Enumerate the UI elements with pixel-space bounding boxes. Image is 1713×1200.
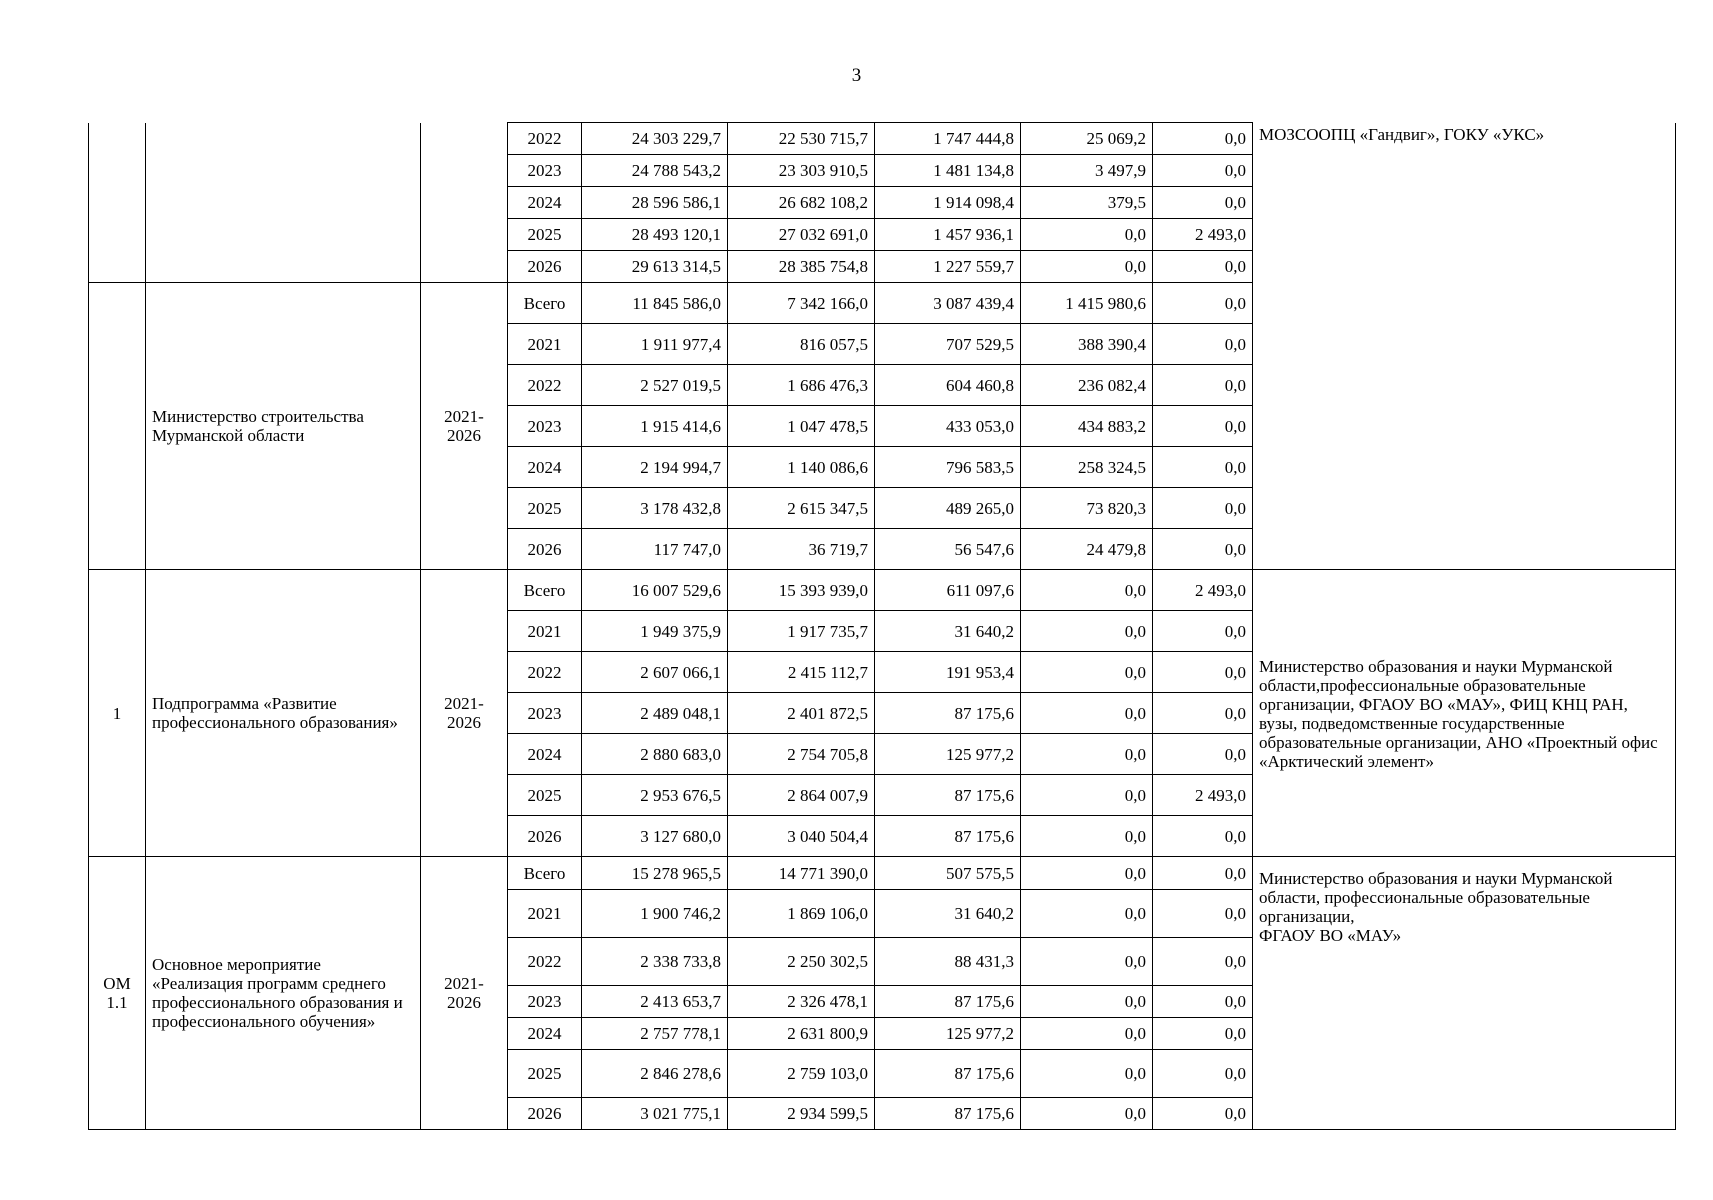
federal-budget-cell: 125 977,2 xyxy=(875,1018,1021,1050)
extrabudget-cell: 0,0 xyxy=(1153,611,1253,652)
regional-budget-cell: 2 759 103,0 xyxy=(728,1050,875,1098)
row-period-cell xyxy=(421,123,508,283)
regional-budget-cell: 7 342 166,0 xyxy=(728,283,875,324)
local-budget-cell: 25 069,2 xyxy=(1021,123,1153,155)
row-period-cell: 2021- 2026 xyxy=(421,283,508,570)
regional-budget-cell: 2 326 478,1 xyxy=(728,986,875,1018)
total-cell: 1 911 977,4 xyxy=(582,324,728,365)
total-cell: 24 303 229,7 xyxy=(582,123,728,155)
regional-budget-cell: 26 682 108,2 xyxy=(728,187,875,219)
local-budget-cell: 0,0 xyxy=(1021,816,1153,857)
executors-cell: Министерство образования и науки Мурманской области, профессиональные образовательные организации, ФГАОУ ВО «МАУ» xyxy=(1253,857,1676,1130)
extrabudget-cell: 0,0 xyxy=(1153,1098,1253,1130)
local-budget-cell: 0,0 xyxy=(1021,1050,1153,1098)
row-name-cell: Основное мероприятие «Реализация программ среднего профессионального образования и профессионального обучения» xyxy=(146,857,421,1130)
year-cell: 2023 xyxy=(508,406,582,447)
regional-budget-cell: 2 615 347,5 xyxy=(728,488,875,529)
federal-budget-cell: 3 087 439,4 xyxy=(875,283,1021,324)
year-cell: 2022 xyxy=(508,938,582,986)
total-cell: 3 178 432,8 xyxy=(582,488,728,529)
regional-budget-cell: 28 385 754,8 xyxy=(728,251,875,283)
federal-budget-cell: 604 460,8 xyxy=(875,365,1021,406)
row-code-cell xyxy=(89,283,146,570)
total-cell: 1 915 414,6 xyxy=(582,406,728,447)
year-cell: 2025 xyxy=(508,775,582,816)
year-cell: 2025 xyxy=(508,488,582,529)
regional-budget-cell: 22 530 715,7 xyxy=(728,123,875,155)
extrabudget-cell: 0,0 xyxy=(1153,652,1253,693)
total-cell: 24 788 543,2 xyxy=(582,155,728,187)
federal-budget-cell: 796 583,5 xyxy=(875,447,1021,488)
local-budget-cell: 0,0 xyxy=(1021,890,1153,938)
total-cell: 28 493 120,1 xyxy=(582,219,728,251)
local-budget-cell: 0,0 xyxy=(1021,938,1153,986)
row-code-cell: ОМ 1.1 xyxy=(89,857,146,1130)
local-budget-cell: 0,0 xyxy=(1021,652,1153,693)
federal-budget-cell: 707 529,5 xyxy=(875,324,1021,365)
local-budget-cell: 3 497,9 xyxy=(1021,155,1153,187)
total-cell: 2 413 653,7 xyxy=(582,986,728,1018)
year-cell: 2024 xyxy=(508,1018,582,1050)
local-budget-cell: 0,0 xyxy=(1021,986,1153,1018)
local-budget-cell: 388 390,4 xyxy=(1021,324,1153,365)
row-name-cell: Министерство строительства Мурманской области xyxy=(146,283,421,570)
regional-budget-cell: 2 401 872,5 xyxy=(728,693,875,734)
local-budget-cell: 0,0 xyxy=(1021,734,1153,775)
local-budget-cell: 379,5 xyxy=(1021,187,1153,219)
year-cell: 2026 xyxy=(508,529,582,570)
regional-budget-cell: 1 869 106,0 xyxy=(728,890,875,938)
total-cell: 11 845 586,0 xyxy=(582,283,728,324)
local-budget-cell: 24 479,8 xyxy=(1021,529,1153,570)
table-row xyxy=(89,123,1676,155)
extrabudget-cell: 0,0 xyxy=(1153,938,1253,986)
local-budget-cell: 0,0 xyxy=(1021,570,1153,611)
total-cell: 2 527 019,5 xyxy=(582,365,728,406)
year-cell: 2023 xyxy=(508,155,582,187)
local-budget-cell: 0,0 xyxy=(1021,1018,1153,1050)
executors-cell: МОЗСООПЦ «Гандвиг», ГОКУ «УКС» xyxy=(1253,123,1676,570)
row-period-cell: 2021- 2026 xyxy=(421,570,508,857)
local-budget-cell: 0,0 xyxy=(1021,1098,1153,1130)
regional-budget-cell: 23 303 910,5 xyxy=(728,155,875,187)
table-row xyxy=(89,570,1676,611)
regional-budget-cell: 816 057,5 xyxy=(728,324,875,365)
extrabudget-cell: 2 493,0 xyxy=(1153,219,1253,251)
executors-cell: Министерство образования и науки Мурманской области,профессиональные образовательные организации, ФГАОУ ВО «МАУ», ФИЦ КНЦ РАН, вузы, подведомственные государственные образовательные организации, АНО «Проектный офис «Арктический элемент» xyxy=(1253,570,1676,857)
regional-budget-cell: 1 047 478,5 xyxy=(728,406,875,447)
extrabudget-cell: 0,0 xyxy=(1153,890,1253,938)
federal-budget-cell: 611 097,6 xyxy=(875,570,1021,611)
local-budget-cell: 0,0 xyxy=(1021,857,1153,890)
row-period-cell: 2021- 2026 xyxy=(421,857,508,1130)
regional-budget-cell: 36 719,7 xyxy=(728,529,875,570)
year-cell: 2026 xyxy=(508,251,582,283)
total-cell: 1 949 375,9 xyxy=(582,611,728,652)
total-cell: 2 880 683,0 xyxy=(582,734,728,775)
total-cell: 2 953 676,5 xyxy=(582,775,728,816)
extrabudget-cell: 0,0 xyxy=(1153,251,1253,283)
total-cell: 2 489 048,1 xyxy=(582,693,728,734)
extrabudget-cell: 0,0 xyxy=(1153,406,1253,447)
federal-budget-cell: 87 175,6 xyxy=(875,775,1021,816)
local-budget-cell: 0,0 xyxy=(1021,693,1153,734)
local-budget-cell: 0,0 xyxy=(1021,611,1153,652)
extrabudget-cell: 0,0 xyxy=(1153,529,1253,570)
year-cell: 2025 xyxy=(508,219,582,251)
year-cell: 2026 xyxy=(508,1098,582,1130)
regional-budget-cell: 2 250 302,5 xyxy=(728,938,875,986)
local-budget-cell: 258 324,5 xyxy=(1021,447,1153,488)
local-budget-cell: 0,0 xyxy=(1021,775,1153,816)
regional-budget-cell: 2 864 007,9 xyxy=(728,775,875,816)
extrabudget-cell: 0,0 xyxy=(1153,324,1253,365)
extrabudget-cell: 0,0 xyxy=(1153,693,1253,734)
total-cell: 15 278 965,5 xyxy=(582,857,728,890)
federal-budget-cell: 87 175,6 xyxy=(875,693,1021,734)
federal-budget-cell: 87 175,6 xyxy=(875,1098,1021,1130)
year-cell: 2021 xyxy=(508,611,582,652)
total-cell: 2 194 994,7 xyxy=(582,447,728,488)
total-cell: 3 127 680,0 xyxy=(582,816,728,857)
year-cell: 2021 xyxy=(508,890,582,938)
federal-budget-cell: 31 640,2 xyxy=(875,890,1021,938)
extrabudget-cell: 0,0 xyxy=(1153,447,1253,488)
extrabudget-cell: 0,0 xyxy=(1153,365,1253,406)
year-cell: Всего xyxy=(508,283,582,324)
local-budget-cell: 0,0 xyxy=(1021,251,1153,283)
row-code-cell: 1 xyxy=(89,570,146,857)
page-number: 3 xyxy=(851,65,862,86)
year-cell: 2022 xyxy=(508,652,582,693)
federal-budget-cell: 87 175,6 xyxy=(875,816,1021,857)
total-cell: 2 757 778,1 xyxy=(582,1018,728,1050)
year-cell: 2023 xyxy=(508,986,582,1018)
federal-budget-cell: 31 640,2 xyxy=(875,611,1021,652)
total-cell: 2 338 733,8 xyxy=(582,938,728,986)
year-cell: 2025 xyxy=(508,1050,582,1098)
federal-budget-cell: 1 481 134,8 xyxy=(875,155,1021,187)
total-cell: 28 596 586,1 xyxy=(582,187,728,219)
year-cell: 2023 xyxy=(508,693,582,734)
total-cell: 1 900 746,2 xyxy=(582,890,728,938)
federal-budget-cell: 125 977,2 xyxy=(875,734,1021,775)
extrabudget-cell: 0,0 xyxy=(1153,123,1253,155)
row-name-cell: Подпрограмма «Развитие профессионального образования» xyxy=(146,570,421,857)
regional-budget-cell: 2 934 599,5 xyxy=(728,1098,875,1130)
extrabudget-cell: 0,0 xyxy=(1153,816,1253,857)
regional-budget-cell: 27 032 691,0 xyxy=(728,219,875,251)
total-cell: 16 007 529,6 xyxy=(582,570,728,611)
year-cell: 2024 xyxy=(508,734,582,775)
federal-budget-cell: 87 175,6 xyxy=(875,1050,1021,1098)
extrabudget-cell: 0,0 xyxy=(1153,857,1253,890)
regional-budget-cell: 14 771 390,0 xyxy=(728,857,875,890)
regional-budget-cell: 2 415 112,7 xyxy=(728,652,875,693)
federal-budget-cell: 87 175,6 xyxy=(875,986,1021,1018)
federal-budget-cell: 1 227 559,7 xyxy=(875,251,1021,283)
federal-budget-cell: 1 747 444,8 xyxy=(875,123,1021,155)
federal-budget-cell: 1 457 936,1 xyxy=(875,219,1021,251)
year-cell: 2026 xyxy=(508,816,582,857)
extrabudget-cell: 0,0 xyxy=(1153,187,1253,219)
extrabudget-cell: 0,0 xyxy=(1153,734,1253,775)
federal-budget-cell: 507 575,5 xyxy=(875,857,1021,890)
extrabudget-cell: 2 493,0 xyxy=(1153,775,1253,816)
year-cell: 2021 xyxy=(508,324,582,365)
local-budget-cell: 73 820,3 xyxy=(1021,488,1153,529)
extrabudget-cell: 2 493,0 xyxy=(1153,570,1253,611)
year-cell: 2024 xyxy=(508,447,582,488)
federal-budget-cell: 489 265,0 xyxy=(875,488,1021,529)
regional-budget-cell: 15 393 939,0 xyxy=(728,570,875,611)
extrabudget-cell: 0,0 xyxy=(1153,283,1253,324)
federal-budget-cell: 88 431,3 xyxy=(875,938,1021,986)
federal-budget-cell: 1 914 098,4 xyxy=(875,187,1021,219)
year-cell: Всего xyxy=(508,570,582,611)
extrabudget-cell: 0,0 xyxy=(1153,1018,1253,1050)
extrabudget-cell: 0,0 xyxy=(1153,986,1253,1018)
year-cell: 2022 xyxy=(508,365,582,406)
row-code-cell xyxy=(89,123,146,283)
total-cell: 2 846 278,6 xyxy=(582,1050,728,1098)
table-body xyxy=(89,123,1676,1130)
total-cell: 29 613 314,5 xyxy=(582,251,728,283)
local-budget-cell: 236 082,4 xyxy=(1021,365,1153,406)
table-row xyxy=(89,857,1676,890)
federal-budget-cell: 191 953,4 xyxy=(875,652,1021,693)
regional-budget-cell: 1 686 476,3 xyxy=(728,365,875,406)
local-budget-cell: 0,0 xyxy=(1021,219,1153,251)
year-cell: 2024 xyxy=(508,187,582,219)
regional-budget-cell: 3 040 504,4 xyxy=(728,816,875,857)
total-cell: 3 021 775,1 xyxy=(582,1098,728,1130)
total-cell: 117 747,0 xyxy=(582,529,728,570)
extrabudget-cell: 0,0 xyxy=(1153,488,1253,529)
federal-budget-cell: 56 547,6 xyxy=(875,529,1021,570)
regional-budget-cell: 2 754 705,8 xyxy=(728,734,875,775)
year-cell: Всего xyxy=(508,857,582,890)
extrabudget-cell: 0,0 xyxy=(1153,155,1253,187)
regional-budget-cell: 1 917 735,7 xyxy=(728,611,875,652)
total-cell: 2 607 066,1 xyxy=(582,652,728,693)
local-budget-cell: 434 883,2 xyxy=(1021,406,1153,447)
local-budget-cell: 1 415 980,6 xyxy=(1021,283,1153,324)
regional-budget-cell: 2 631 800,9 xyxy=(728,1018,875,1050)
year-cell: 2022 xyxy=(508,123,582,155)
financing-table xyxy=(88,122,1676,1130)
extrabudget-cell: 0,0 xyxy=(1153,1050,1253,1098)
regional-budget-cell: 1 140 086,6 xyxy=(728,447,875,488)
federal-budget-cell: 433 053,0 xyxy=(875,406,1021,447)
row-name-cell xyxy=(146,123,421,283)
